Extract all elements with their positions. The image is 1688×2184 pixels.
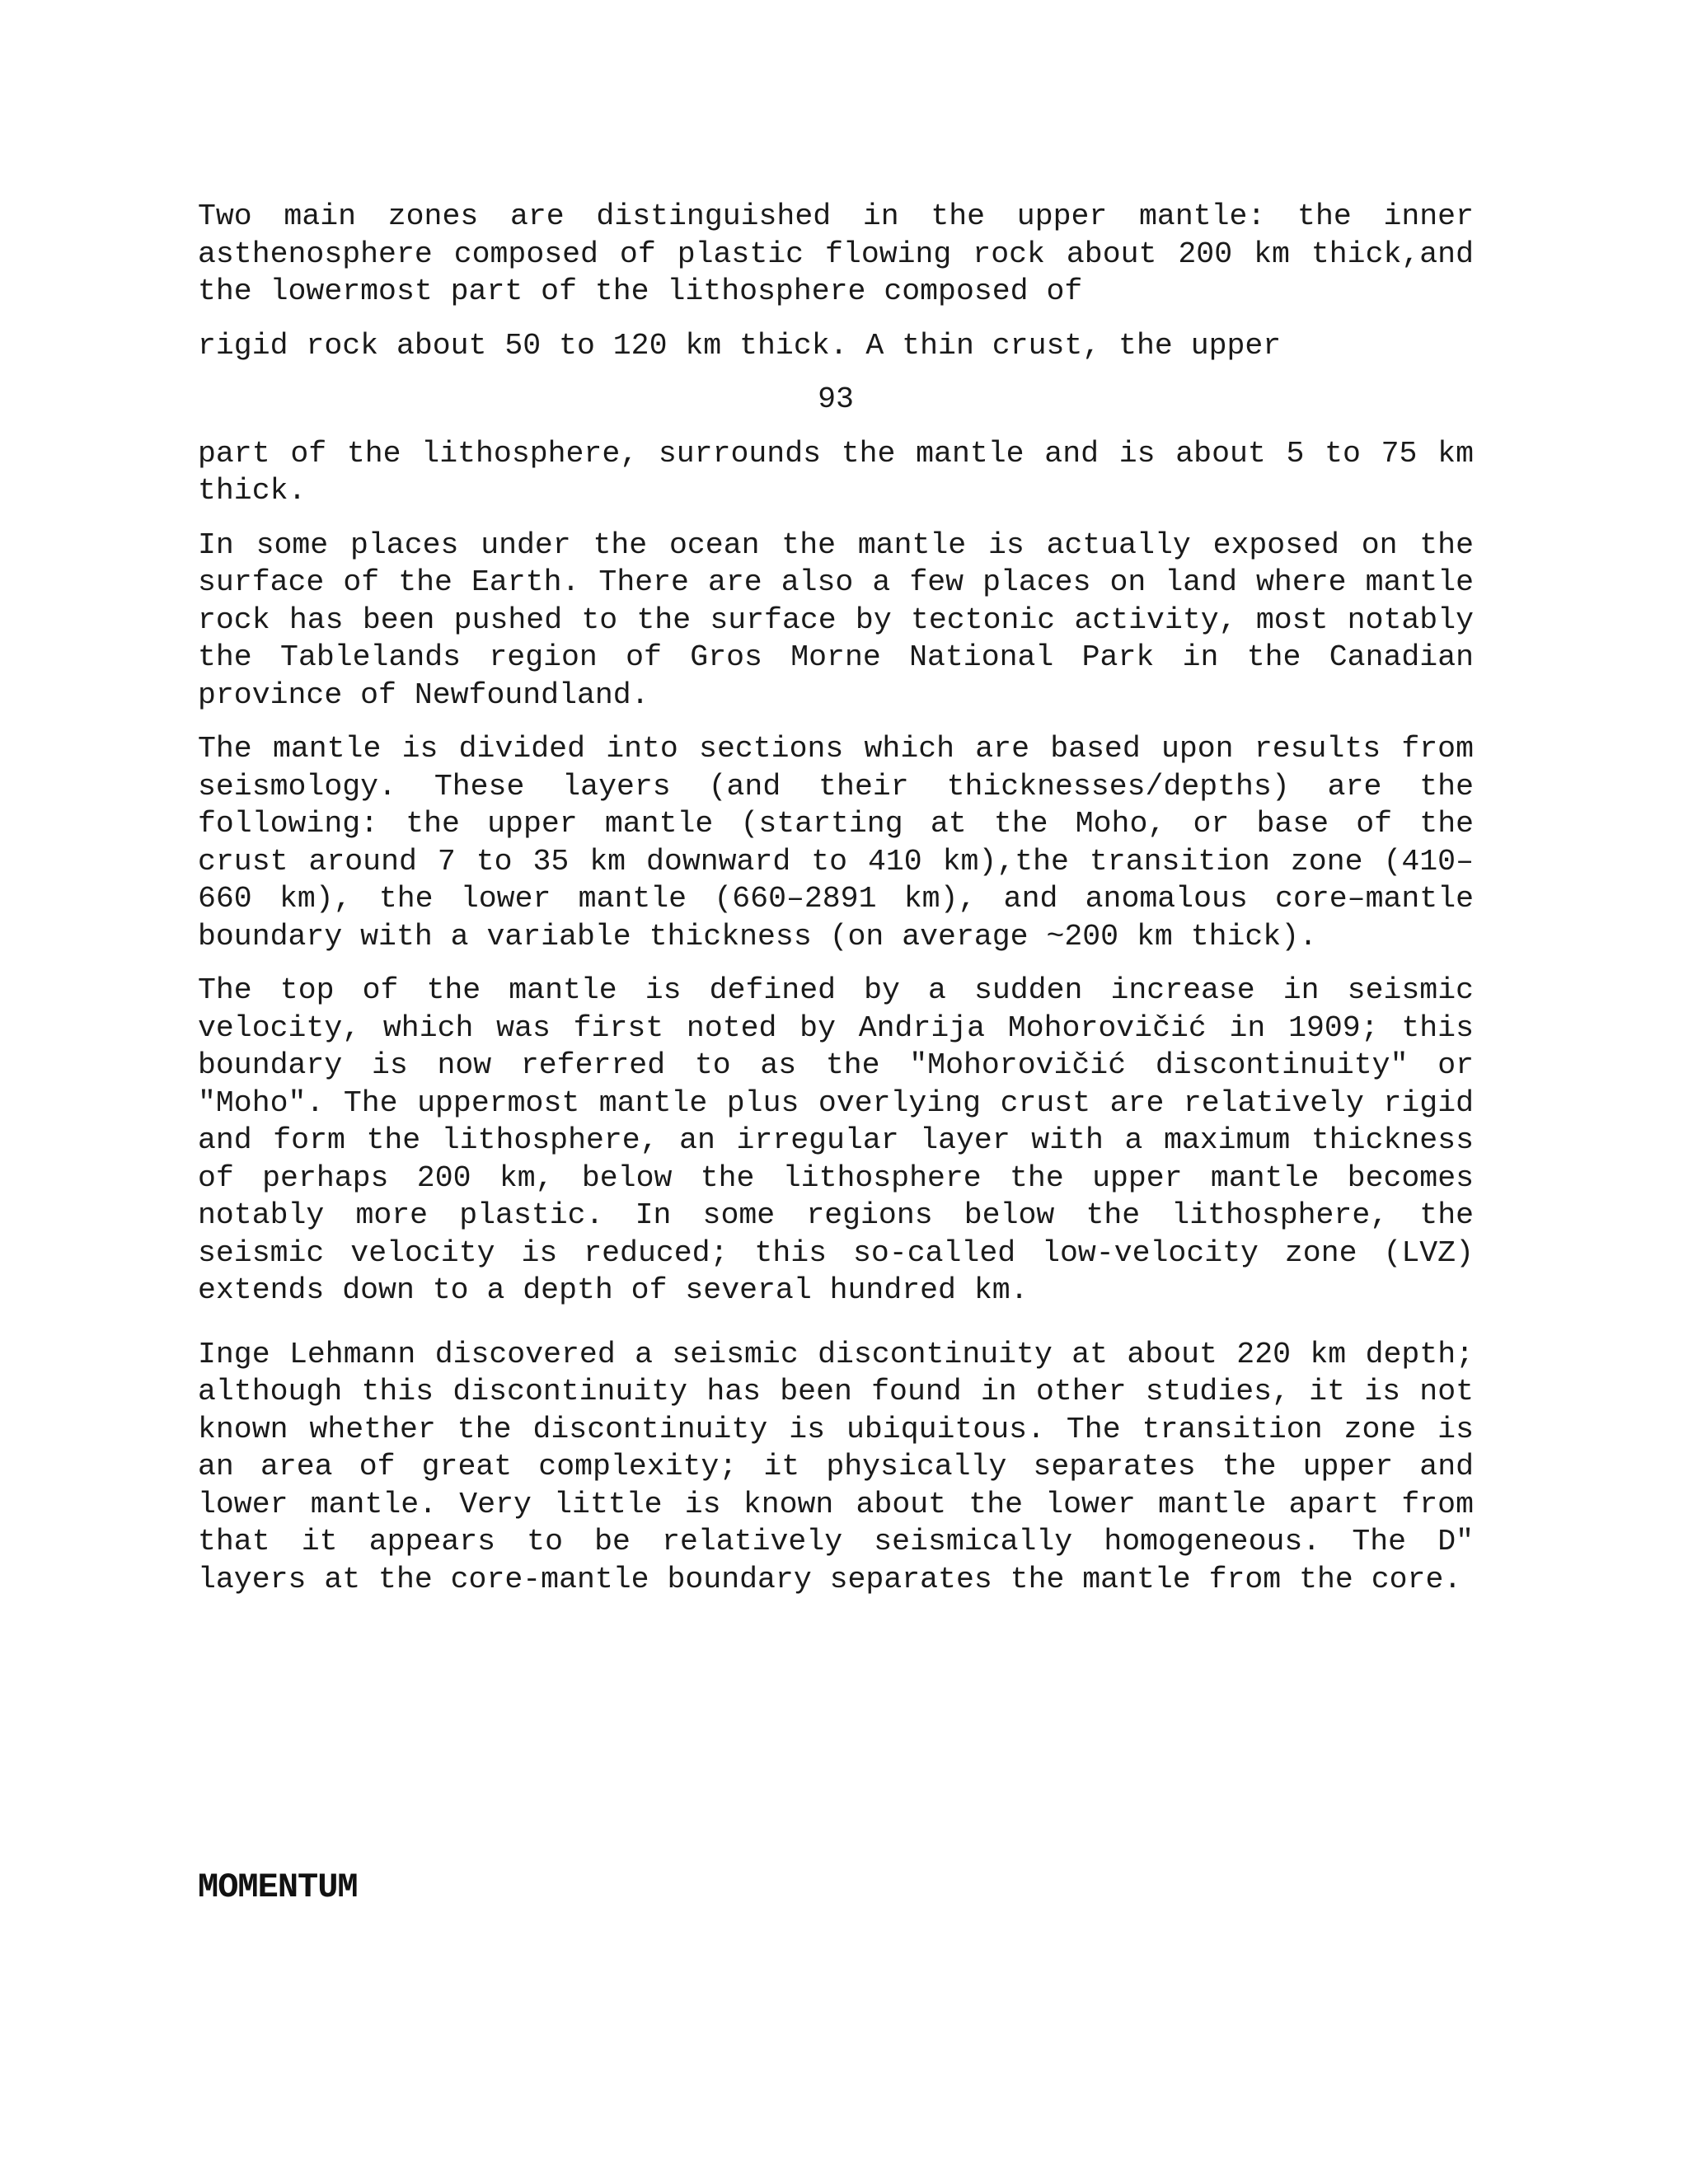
document-page <box>198 198 1474 1907</box>
section-heading: MOMENTUM <box>198 1868 358 1907</box>
paragraph-upper-mantle-zones: Two main zones are distinguished in the upper mantle: the inner asthenosphere composed of plastic flowing rock about 200 km thick,and the lowermost part of the lithosphere composed of <box>198 199 1474 308</box>
page-number: 93 <box>818 382 854 416</box>
paragraph-exposed-mantle: In some places under the ocean the mantle is actually exposed on the surface of the Earth. There are also a few places on land where mantle rock has been pushed to the surface by tectonic activity, most notably the Tablelands region of Gros Morne National Park in the Canadian province of Newfoundland. <box>198 527 1474 712</box>
paragraph-rigid-rock: rigid rock about 50 to 120 km thick. A thin crust, the upper <box>198 328 1282 363</box>
paragraph-lehmann-discontinuity: Inge Lehmann discovered a seismic discontinuity at about 220 km depth; although this discontinuity has been found in other studies, it is not known whether the discontinuity is ubiquitous. The transition zone is an area of great complexity; it physically separates the upper and lower mantle. Very little is known about the lower mantle apart from that it appears to be relatively seismically homogeneous. The D" layers at the core-mantle boundary separates the mantle from the core. <box>198 1337 1474 1596</box>
paragraph-mantle-top: The top of the mantle is defined by a sudden increase in seismic velocity, which was first noted by Andrija Mohorovičić in 1909; this boundary is now referred to as the "Mohorovičić discontinuity" or "Moho". The uppermost mantle plus overlying crust are relatively rigid and form the lithosphere, an irregular layer with a maximum thickness of perhaps 200 km, below the lithosphere the upper mantle becomes notably more plastic. In some regions below the lithosphere, the seismic velocity is reduced; this so-called low-velocity zone (LVZ) extends down to a depth of several hundred km. <box>198 973 1474 1307</box>
paragraph-mantle-sections: The mantle is divided into sections which are based upon results from seismology. These layers (and their thicknesses/depths) are the following: the upper mantle (starting at the Moho, or base of the crust around 7 to 35 km downward to 410 km),the transition zone (410–660 km), the lower mantle (660–2891 km), and anomalous core–mantle boundary with a variable thickness (on average ~200 km thick). <box>198 732 1474 954</box>
paragraph-crust-thickness: part of the lithosphere, surrounds the mantle and is about 5 to 75 km thick. <box>198 436 1474 508</box>
